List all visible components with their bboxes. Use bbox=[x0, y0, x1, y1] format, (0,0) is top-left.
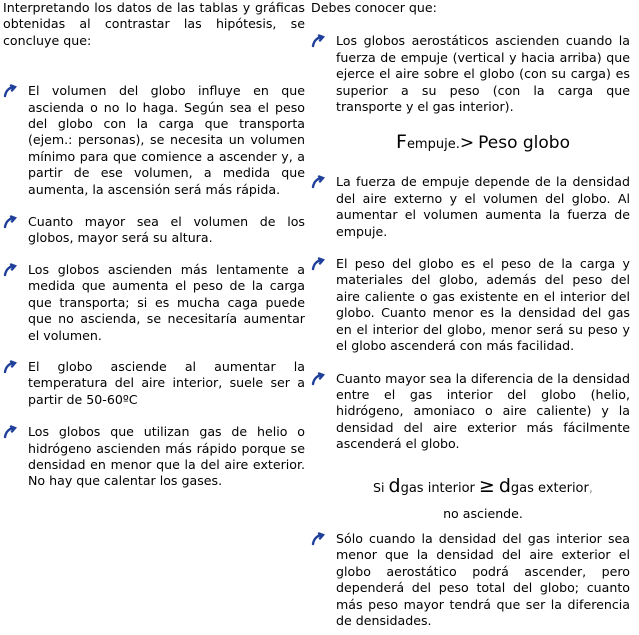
list-item-text: Cuanto mayor sea la diferencia de la densidad entre el gas interior del globo (helio, hidrógeno, amoniaco o aire caliente) y la densidad del aire exterior más fácilmente ascenderá el globo. bbox=[336, 370, 630, 452]
arrow-bullet-icon bbox=[3, 84, 17, 98]
list-item-text: Los globos que utilizan gas de helio o hidrógeno ascienden más rápido porque se densidad en menor que la del aire exterior. No hay que calentar los gases. bbox=[28, 424, 305, 489]
list-item bbox=[311, 371, 630, 453]
right-intro: Debes conocer que: bbox=[311, 0, 437, 15]
arrow-bullet-icon bbox=[3, 360, 17, 374]
list-item-text: Los globos aerostáticos ascienden cuando la fuerza de empuje (vertical y hacia arriba) que ejerce el aire sobre el globo (con su carga) es superior a su peso (con la carga que transporte y el gas interior). bbox=[336, 33, 630, 115]
arrow-bullet-icon bbox=[311, 257, 325, 271]
formula-si: Si bbox=[373, 479, 385, 495]
list-item bbox=[311, 531, 630, 629]
list-item bbox=[3, 424, 305, 490]
formula-f-subscript: empuje. bbox=[406, 137, 460, 153]
left-intro: Interpretando los datos de las tablas y gráficas obtenidas al contrastar las hipótesis, se concluye que: bbox=[3, 0, 305, 48]
left-column bbox=[3, 0, 305, 490]
list-item-text: El globo asciende al aumentar la temperatura del aire interior, suele ser a partir de 50-60ºC bbox=[28, 358, 305, 407]
list-item-text: Cuanto mayor sea el volumen de los globos, mayor será su altura. bbox=[28, 214, 305, 246]
list-item-text: Los globos ascienden más lentamente a medida que aumenta el peso de la carga que transporta; si es mucha caga puede que no ascienda, se necesitaría aumentar el volumen. bbox=[28, 261, 305, 343]
list-item bbox=[3, 83, 305, 198]
formula-d1: d bbox=[388, 474, 401, 497]
formula-d2-subscript: gas exterior bbox=[510, 480, 589, 496]
formula-rhs: Peso globo bbox=[478, 133, 570, 154]
list-item bbox=[3, 262, 305, 344]
list-item-text: El peso del globo es el peso de la carga y materiales del globo, además del peso del aire caliente o gas existente en el interior del globo. Cuanto menor es la densidad del gas en el interior del globo, menor será su peso y el globo ascenderá con más facilidad. bbox=[336, 256, 630, 354]
arrow-bullet-icon bbox=[3, 425, 17, 439]
list-item-text: El volumen del globo influye en que ascienda o no lo haga. Según sea el peso del globo con la carga que transporta (ejem.: personas), se necesita un volumen mínimo para que comience a ascender y, a partir de ese volumen, a medida que aumenta, la ascensión será más rápida. bbox=[28, 83, 305, 197]
right-column bbox=[311, 0, 630, 629]
arrow-bullet-icon bbox=[3, 215, 17, 229]
density-formula bbox=[311, 473, 630, 502]
list-item bbox=[3, 214, 305, 247]
arrow-bullet-icon bbox=[311, 175, 325, 189]
list-item-text: La fuerza de empuje depende de la densidad del aire externo y el volumen del globo. Al aumentar el volumen aumenta la fuerza de empuje. bbox=[336, 174, 630, 239]
formula-d2: d bbox=[498, 474, 511, 497]
list-item bbox=[311, 256, 630, 354]
list-item-text: Sólo cuando la densidad del gas interior sea menor que la densidad del aire exterior el globo aerostático podrá ascender, pero dependerá del peso total del globo; cuanto más peso mayor tendrá que ser la diferencia de densidades. bbox=[336, 530, 630, 628]
arrow-bullet-icon bbox=[311, 34, 325, 48]
formula-f: F bbox=[396, 131, 407, 154]
buoyancy-formula bbox=[311, 129, 630, 158]
arrow-bullet-icon bbox=[311, 532, 325, 546]
formula-operator: ≥ bbox=[478, 474, 495, 497]
arrow-bullet-icon bbox=[3, 263, 17, 277]
no-asciende-text: no asciende. bbox=[443, 505, 523, 521]
list-item bbox=[311, 33, 630, 115]
list-item bbox=[3, 359, 305, 408]
formula-operator: > bbox=[459, 133, 475, 154]
formula-comma: , bbox=[588, 480, 593, 496]
arrow-bullet-icon bbox=[311, 372, 325, 386]
list-item bbox=[311, 174, 630, 240]
formula-d1-subscript: gas interior bbox=[400, 480, 475, 496]
